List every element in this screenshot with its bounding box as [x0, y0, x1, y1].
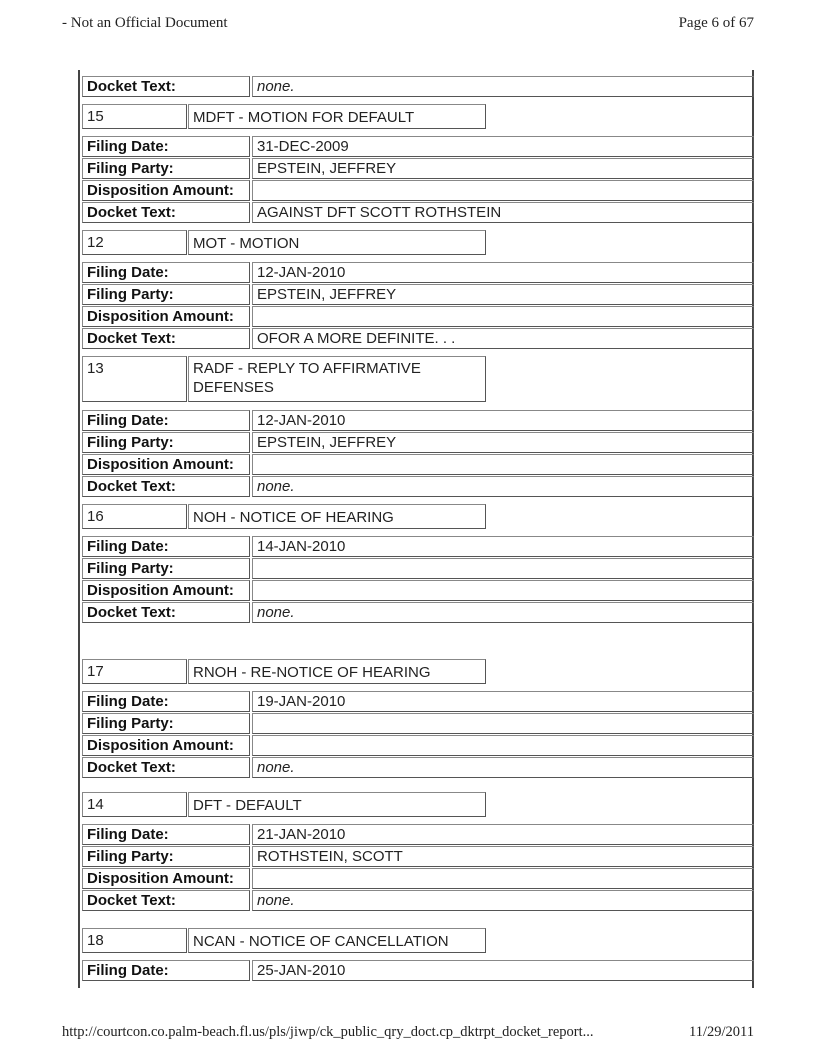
docket-text-label: Docket Text:: [82, 202, 250, 223]
footer-date: 11/29/2011: [689, 1024, 754, 1040]
disposition-amount-label: Disposition Amount:: [82, 735, 250, 756]
docket-text-value: OFOR A MORE DEFINITE. . .: [252, 328, 754, 349]
filing-date-value: 25-JAN-2010: [252, 960, 754, 981]
docket-text-label: Docket Text:: [82, 890, 250, 911]
disposition-amount-value: [252, 580, 754, 601]
docket-text-value: none.: [252, 602, 754, 623]
filing-party-value: [252, 558, 754, 579]
filing-date-value: 21-JAN-2010: [252, 824, 754, 845]
page-number: Page 6 of 67: [678, 15, 754, 31]
docket-text-value: none.: [252, 76, 754, 97]
entry-number: 14: [82, 792, 187, 817]
docket-text-label: Docket Text:: [82, 328, 250, 349]
entry-code: MOT - MOTION: [188, 230, 486, 255]
docket-text-label: Docket Text:: [82, 602, 250, 623]
disposition-amount-value: [252, 735, 754, 756]
docket-report: [78, 70, 754, 988]
filing-party-value: EPSTEIN, JEFFREY: [252, 432, 754, 453]
disposition-amount-label: Disposition Amount:: [82, 306, 250, 327]
filing-date-label: Filing Date:: [82, 691, 250, 712]
docket-text-value: none.: [252, 890, 754, 911]
disposition-amount-value: [252, 454, 754, 475]
disposition-amount-label: Disposition Amount:: [82, 180, 250, 201]
docket-text-value: none.: [252, 476, 754, 497]
entry-number: 15: [82, 104, 187, 129]
docket-text-label: Docket Text:: [82, 757, 250, 778]
disposition-amount-label: Disposition Amount:: [82, 454, 250, 475]
disposition-amount-value: [252, 306, 754, 327]
filing-date-label: Filing Date:: [82, 136, 250, 157]
footer-url: http://courtcon.co.palm-beach.fl.us/pls/jiwp/ck_public_qry_doct.cp_dktrpt_docket_report...: [62, 1024, 594, 1040]
filing-date-value: 31-DEC-2009: [252, 136, 754, 157]
filing-party-value: [252, 713, 754, 734]
filing-party-label: Filing Party:: [82, 846, 250, 867]
filing-party-label: Filing Party:: [82, 432, 250, 453]
entry-code: DFT - DEFAULT: [188, 792, 486, 817]
filing-date-label: Filing Date:: [82, 262, 250, 283]
disposition-amount-label: Disposition Amount:: [82, 868, 250, 889]
docket-text-value: none.: [252, 757, 754, 778]
disposition-amount-value: [252, 868, 754, 889]
entry-number: 12: [82, 230, 187, 255]
docket-text-label: Docket Text:: [82, 76, 250, 97]
filing-date-value: 14-JAN-2010: [252, 536, 754, 557]
filing-party-label: Filing Party:: [82, 558, 250, 579]
filing-party-value: ROTHSTEIN, SCOTT: [252, 846, 754, 867]
docket-text-label: Docket Text:: [82, 476, 250, 497]
filing-party-value: EPSTEIN, JEFFREY: [252, 158, 754, 179]
docket-text-value: AGAINST DFT SCOTT ROTHSTEIN: [252, 202, 754, 223]
disposition-amount-value: [252, 180, 754, 201]
entry-code: RADF - REPLY TO AFFIRMATIVE DEFENSES: [188, 356, 486, 402]
filing-party-label: Filing Party:: [82, 284, 250, 305]
filing-date-value: 19-JAN-2010: [252, 691, 754, 712]
entry-number: 16: [82, 504, 187, 529]
entry-number: 13: [82, 356, 187, 402]
page-header-left: - Not an Official Document: [62, 15, 228, 31]
filing-party-label: Filing Party:: [82, 158, 250, 179]
disposition-amount-label: Disposition Amount:: [82, 580, 250, 601]
entry-code: RNOH - RE-NOTICE OF HEARING: [188, 659, 486, 684]
filing-date-label: Filing Date:: [82, 536, 250, 557]
filing-date-label: Filing Date:: [82, 824, 250, 845]
filing-date-label: Filing Date:: [82, 960, 250, 981]
entry-code: NCAN - NOTICE OF CANCELLATION: [188, 928, 486, 953]
filing-date-label: Filing Date:: [82, 410, 250, 431]
filing-date-value: 12-JAN-2010: [252, 262, 754, 283]
entry-code: MDFT - MOTION FOR DEFAULT: [188, 104, 486, 129]
filing-party-value: EPSTEIN, JEFFREY: [252, 284, 754, 305]
entry-code: NOH - NOTICE OF HEARING: [188, 504, 486, 529]
filing-party-label: Filing Party:: [82, 713, 250, 734]
entry-number: 17: [82, 659, 187, 684]
entry-number: 18: [82, 928, 187, 953]
filing-date-value: 12-JAN-2010: [252, 410, 754, 431]
